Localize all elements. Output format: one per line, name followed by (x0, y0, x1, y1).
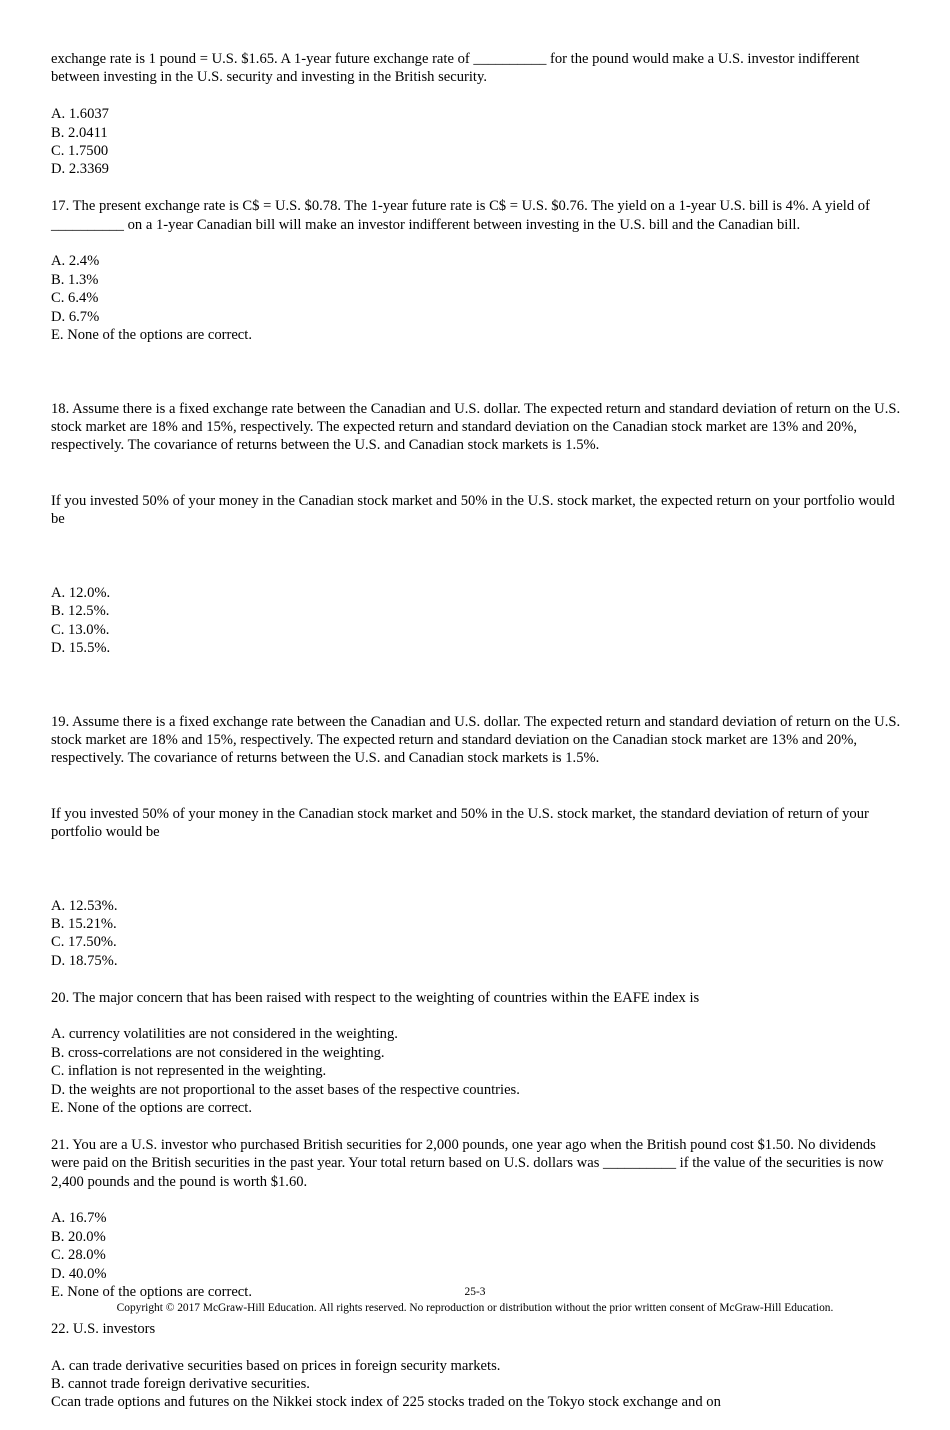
q19-options (51, 897, 901, 971)
q20-option-c: C. inflation is not represented in the weighting. (51, 1063, 327, 1080)
document-page (51, 50, 904, 1430)
q17-option-a: A. 2.4% (51, 253, 100, 270)
page-number: 25-3 (464, 1286, 486, 1298)
q18-question-prompt: If you invested 50% of your money in the Canadian stock market and 50% in the U.S. stock market, the expected return on your portfolio would be (51, 492, 899, 528)
q20-options (51, 1025, 901, 1117)
q16-option-d: D. 2.3369 (51, 161, 109, 178)
q20-option-d: D. the weights are not proportional to the asset bases of the respective countries. (51, 1081, 520, 1098)
q19-question (51, 676, 904, 878)
q22-option-a: A. can trade derivative securities based on prices in foreign security markets. (51, 1357, 501, 1374)
q19-option-d: D. 18.75%. (51, 952, 118, 969)
q19-question-premise: 19. Assume there is a fixed exchange rate between the Canadian and U.S. dollar. The expected return and standard deviation of return on the U.S. stock market are 18% and 15%, respectively. The expected return and standard deviation on the Canadian stock market are 13% and 20%, respectively. The covariance of returns between the U.S. and Canadian stock markets is 1.5%. (51, 713, 904, 767)
q22-question: 22. U.S. investors (51, 1320, 156, 1337)
q20-option-a: A. currency volatilities are not considered in the weighting. (51, 1026, 398, 1043)
q16-option-c: C. 1.7500 (51, 143, 109, 160)
q17-option-c: C. 6.4% (51, 290, 99, 307)
q16-option-b: B. 2.0411 (51, 124, 108, 141)
q21-option-c: C. 28.0% (51, 1247, 106, 1264)
q18-question-premise: 18. Assume there is a fixed exchange rate between the Canadian and U.S. dollar. The expected return and standard deviation of return on the U.S. stock market are 18% and 15%, respectively. The expected return and standard deviation on the Canadian stock market are 13% and 20%, respectively. The covariance of returns between the U.S. and Canadian stock markets is 1.5%. (51, 400, 904, 454)
q16-option-a: A. 1.6037 (51, 106, 109, 123)
q21-option-b: B. 20.0% (51, 1228, 106, 1245)
q18-options (51, 584, 901, 658)
q19-question-prompt: If you invested 50% of your money in the Canadian stock market and 50% in the U.S. stock market, the standard deviation of return of your portfolio would be (51, 805, 873, 840)
q22-option-c: Ccan trade options and futures on the Nikkei stock index of 225 stocks traded on the Tokyo stock exchange and on (51, 1394, 721, 1411)
q21-question: 21. You are a U.S. investor who purchased British securities for 2,000 pounds, one year ago when the British pound cost $1.50. No dividends were paid on the British securities in the past year. Your total return based on U.S. dollars was __________ if the value of the securities is now 2,400 pounds and the pound is worth $1.60. (51, 1136, 888, 1190)
q22-option-b: B. cannot trade foreign derivative securities. (51, 1376, 310, 1393)
q17-options (51, 252, 901, 344)
q18-option-b: B. 12.5%. (51, 603, 110, 620)
q17-option-b: B. 1.3% (51, 271, 99, 288)
q18-question (51, 363, 904, 565)
q18-option-d: D. 15.5%. (51, 639, 111, 656)
q17-option-d: D. 6.7% (51, 308, 100, 325)
q16-question-continuation: exchange rate is 1 pound = U.S. $1.65. A 1-year future exchange rate of __________ for the pound would make a U.S. investor indifferent between investing in the U.S. security and investing in the British security. (51, 51, 864, 86)
q19-option-c: C. 17.50%. (51, 934, 117, 951)
q21-option-e: E. None of the options are correct. (51, 1284, 252, 1301)
q18-option-a: A. 12.0%. (51, 584, 111, 601)
q18-option-c: C. 13.0%. (51, 621, 110, 638)
q20-option-b: B. cross-correlations are not considered in the weighting. (51, 1044, 385, 1061)
q19-option-a: A. 12.53%. (51, 897, 118, 914)
q19-option-b: B. 15.21%. (51, 915, 117, 932)
q17-option-e: E. None of the options are correct. (51, 327, 252, 344)
q21-option-a: A. 16.7% (51, 1210, 107, 1227)
q20-option-e: E. None of the options are correct. (51, 1100, 252, 1117)
q22-options (51, 1357, 901, 1412)
q21-option-d: D. 40.0% (51, 1265, 107, 1282)
q16-options (51, 105, 901, 179)
q20-question: 20. The major concern that has been raised with respect to the weighting of countries within the EAFE index is (51, 989, 700, 1006)
copyright-notice: Copyright © 2017 McGraw-Hill Education. All rights reserved. No reproduction or distribution without the prior written consent of McGraw-Hill Education. (116, 1302, 834, 1314)
q17-question: 17. The present exchange rate is C$ = U.S. $0.78. The 1-year future rate is C$ = U.S. $0.76. The yield on a 1-year U.S. bill is 4%. A yield of __________ on a 1-year Canadian bill will make an investor indifferent between investing in the U.S. bill and the Canadian bill. (51, 198, 874, 233)
